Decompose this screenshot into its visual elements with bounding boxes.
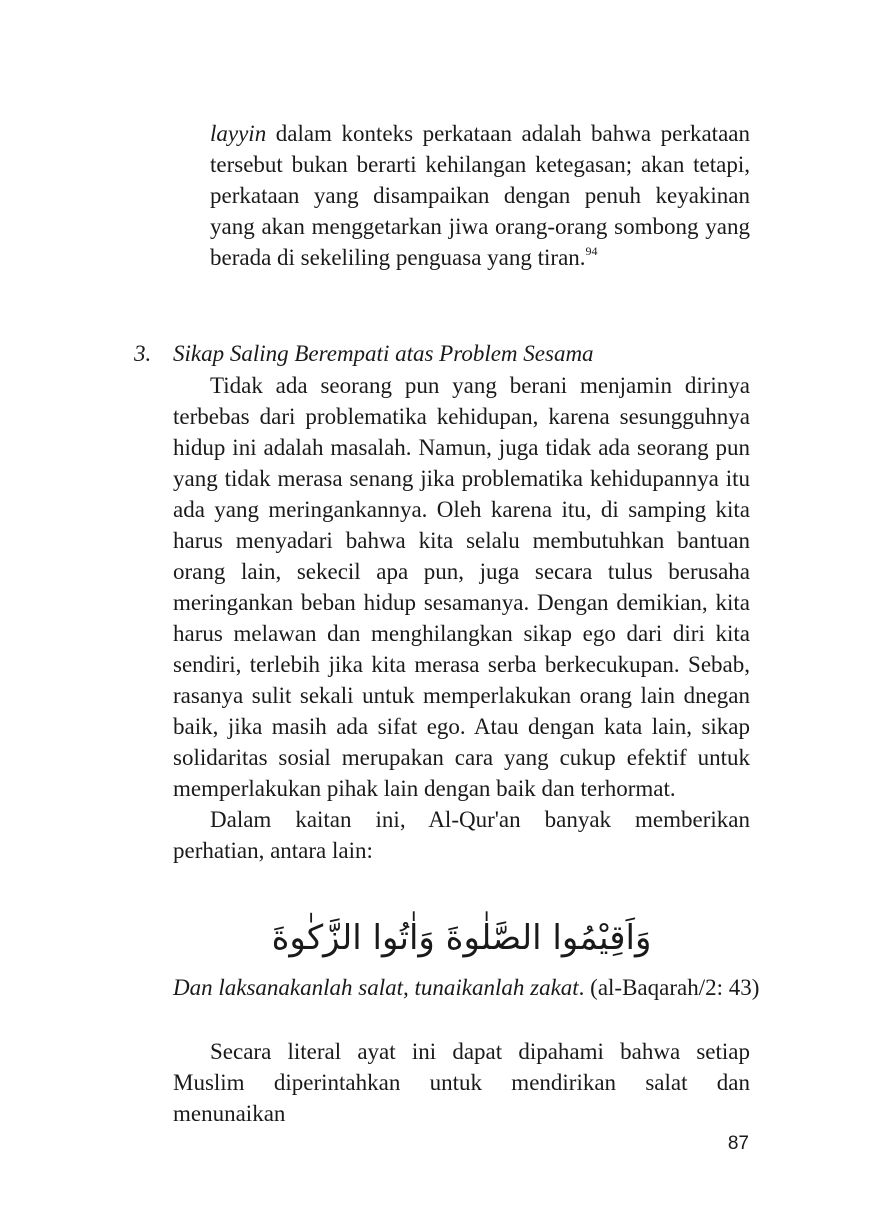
section-title: Sikap Saling Berempati atas Problem Sesama — [173, 341, 594, 366]
paragraph-3: Secara literal ayat ini dapat dipahami bahwa setiap Muslim diperintahkan untuk mendirikan salat dan menunaikan — [173, 1039, 750, 1126]
footnote-ref[interactable]: 94 — [585, 244, 598, 258]
continuation-text: dalam konteks perkataan adalah bahwa perkataan tersebut bukan berarti kehilangan ketegasan; akan tetapi, perkataan yang disampaikan dengan penuh keyakinan yang akan menggetarkan jiwa orang-orang sombong yang berada di sekeliling penguasa yang tiran. — [210, 121, 750, 270]
term-layyin: layyin — [210, 121, 267, 146]
verse-translation — [173, 972, 759, 1003]
paragraph-2: Dalam kaitan ini, Al-Qur'an banyak memberikan perhatian, antara lain: — [173, 807, 750, 863]
quran-verse-arabic: وَاَقِيْمُوا الصَّلٰوةَ وَاٰتُوا الزَّكٰوةَ — [271, 918, 652, 958]
verse-translation-text: Dan laksanakanlah salat, tunaikanlah zakat — [173, 975, 579, 1000]
continuation-paragraph — [210, 118, 750, 273]
verse-reference: . (al-Baqarah/2: 43) — [578, 975, 760, 1000]
closing-paragraph-block — [173, 1036, 750, 1129]
section-number: 3. — [134, 341, 152, 366]
section-heading — [134, 338, 594, 369]
paragraph-1: Tidak ada seorang pun yang berani menjamin dirinya terbebas dari problematika kehidupan, karena sesungguhnya hidup ini adalah masalah. Namun, juga tidak ada seorang pun yang tidak merasa senang jika problematika kehidupannya itu ada yang meringankannya. Oleh karena itu, di samping kita harus menyadari bahwa kita selalu membutuhkan bantuan orang lain, sekecil apa pun, juga secara tulus berusaha meringankan beban hidup sesamanya. Dengan demikian, kita harus melawan dan menghilangkan sikap ego dari diri kita sendiri, terlebih jika kita merasa serba berkecukupan. Sebab, rasanya sulit sekali untuk memperlakukan orang lain dnegan baik, jika masih ada sifat ego. Atau dengan kata lain, sikap solidaritas sosial merupakan cara yang cukup efektif untuk memperlakukan pihak lain dengan baik dan terhormat. — [173, 373, 750, 801]
section-body — [173, 370, 750, 866]
page-number: 87 — [727, 1133, 749, 1154]
